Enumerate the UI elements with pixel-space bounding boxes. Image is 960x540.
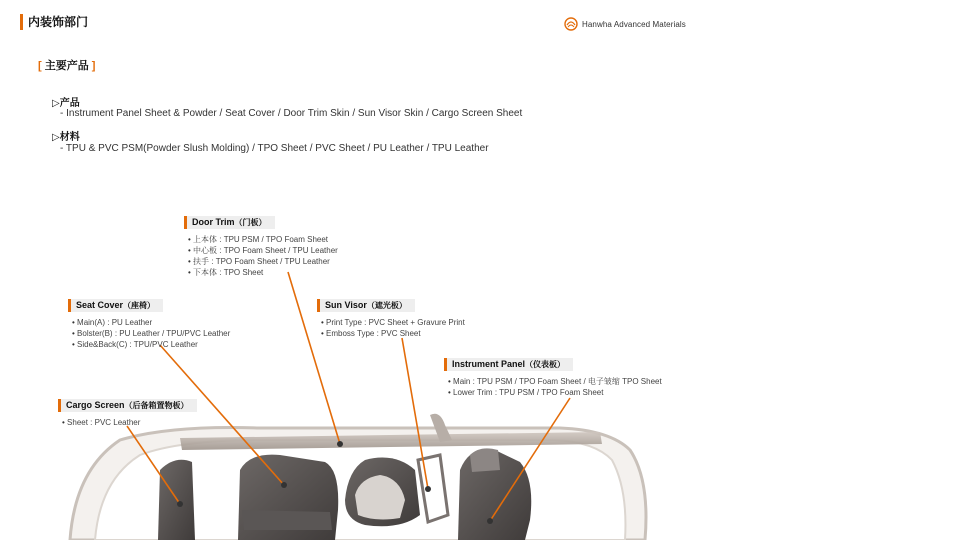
callout-door-trim [184, 212, 338, 278]
products-label: ▷产品 [52, 98, 80, 109]
list-item: • 扶手 : TPO Foam Sheet / TPU Leather [188, 256, 338, 267]
callout-cargo-screen-title: Cargo Screen（后备箱置物板） [58, 399, 197, 412]
list-item: • Main(A) : PU Leather [72, 317, 230, 328]
materials-label: ▷材料 [52, 132, 80, 143]
callout-seat-cover-title: Seat Cover（座椅） [68, 299, 163, 312]
callout-cargo-screen-list [62, 417, 197, 428]
list-item: • 中心板 : TPO Foam Sheet / TPU Leather [188, 245, 338, 256]
callout-instrument-panel-title: Instrument Panel（仪表板） [444, 358, 573, 371]
callout-cargo-screen [58, 395, 197, 428]
callout-instrument-panel [444, 354, 662, 398]
list-item: • Emboss Type : PVC Sheet [321, 328, 465, 339]
list-item: • Main : TPU PSM / TPO Foam Sheet / 电子皱缩 TPO Sheet [448, 376, 662, 387]
callout-sun-visor-list [321, 317, 465, 339]
list-item: • Sheet : PVC Leather [62, 417, 197, 428]
list-item: • 下本体 : TPO Sheet [188, 267, 338, 278]
list-item: • Print Type : PVC Sheet + Gravure Print [321, 317, 465, 328]
callout-sun-visor-title: Sun Visor（遮光板） [317, 299, 415, 312]
callout-door-trim-list [188, 234, 338, 278]
materials-value: - TPU & PVC PSM(Powder Slush Molding) / TPO Sheet / PVC Sheet / PU Leather / TPU Leather [60, 143, 489, 154]
list-item: • Lower Trim : TPU PSM / TPO Foam Sheet [448, 387, 662, 398]
heading-bracket-left: [ [38, 60, 42, 72]
callout-door-trim-title: Door Trim（门板） [184, 216, 275, 229]
products-value: - Instrument Panel Sheet & Powder / Seat Cover / Door Trim Skin / Sun Visor Skin / Cargo Screen Sheet [60, 108, 523, 119]
heading-bracket-right: ] [91, 60, 96, 72]
heading-text: 主要产品 [44, 60, 89, 72]
list-item: • Side&Back(C) : TPU/PVC Leather [72, 339, 230, 350]
callout-seat-cover [68, 295, 230, 350]
callout-instrument-panel-list [448, 376, 662, 398]
list-item: • Bolster(B) : PU Leather / TPU/PVC Leather [72, 328, 230, 339]
callout-seat-cover-list [72, 317, 230, 350]
list-item: • 上本体 : TPU PSM / TPO Foam Sheet [188, 234, 338, 245]
callout-sun-visor [317, 295, 465, 339]
page-title: 内装饰部门 [28, 15, 89, 29]
logo-text: Hanwha Advanced Materials [582, 19, 686, 29]
